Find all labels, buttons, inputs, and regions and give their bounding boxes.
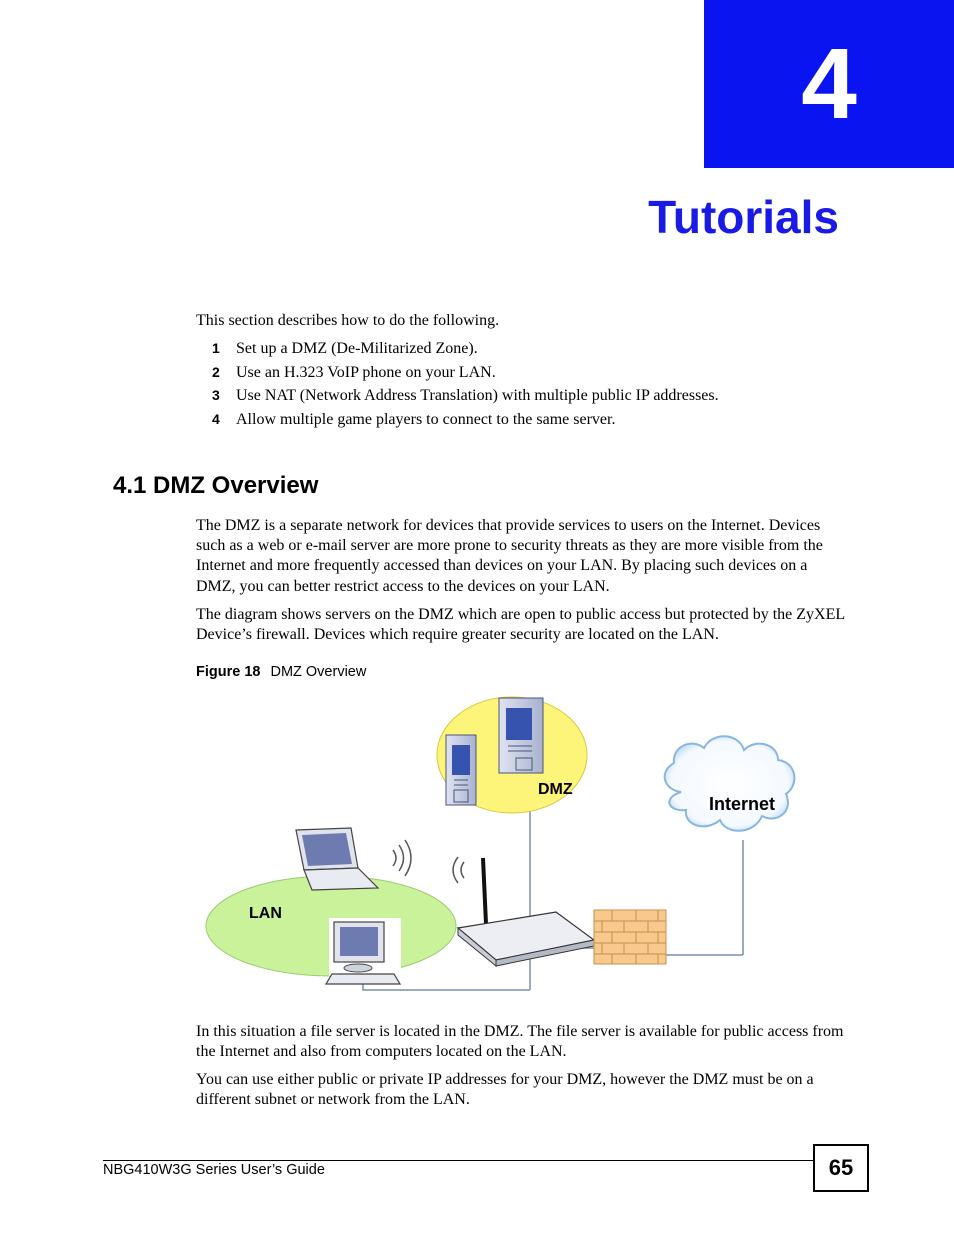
internet-label: Internet xyxy=(708,794,776,814)
server-icon xyxy=(446,735,476,805)
figure-caption xyxy=(196,664,366,680)
paragraph-3: In this situation a file server is located in the DMZ. The file server is available for public access from the Internet and also from computers located on the LAN. xyxy=(196,1023,844,1061)
list-item xyxy=(212,387,832,411)
list-item xyxy=(212,364,832,388)
footer-divider xyxy=(103,1160,814,1161)
step-number: 1 xyxy=(212,340,220,356)
list-item xyxy=(212,411,832,435)
step-text: Use an H.323 VoIP phone on your LAN. xyxy=(236,363,496,381)
page-number: 65 xyxy=(828,1155,854,1180)
lan-label: LAN xyxy=(249,905,282,922)
figure-title: DMZ Overview xyxy=(270,664,367,680)
internet-cloud-icon xyxy=(665,736,795,831)
paragraph-4: You can use either public or private IP addresses for your DMZ, however the DMZ must be on a different subnet or network from the LAN. xyxy=(196,1071,814,1109)
router-icon xyxy=(453,857,594,966)
firewall-icon xyxy=(594,910,666,964)
step-number: 3 xyxy=(212,387,220,404)
dmz-label: DMZ xyxy=(538,781,573,798)
step-text: Set up a DMZ (De-Militarized Zone). xyxy=(236,340,478,357)
server-icon xyxy=(499,698,543,773)
paragraph-2: The diagram shows servers on the DMZ which are open to public access but protected by the ZyXEL Device’s firewall. Devices which require greater security are located on the LAN. xyxy=(196,606,845,644)
paragraph-1: The DMZ is a separate network for devices that provide services to users on the Internet. Devices such as a web or e-mail server are more prone to security threats as they are more visible from the Internet and more frequently accessed than devices on your LAN. By placing such devices on a DMZ, you can better restrict access to the devices on your LAN. xyxy=(196,517,823,595)
laptop-icon xyxy=(296,828,378,890)
chapter-title: Tutorials xyxy=(648,191,839,243)
section-heading: 4.1 DMZ Overview xyxy=(113,472,319,499)
intro-text: This section describes how to do the following. xyxy=(196,312,500,329)
step-text: Allow multiple game players to connect to the same server. xyxy=(236,410,616,428)
list-item xyxy=(212,340,832,364)
figure-label: Figure 18 xyxy=(196,664,261,680)
step-number: 4 xyxy=(212,410,220,427)
step-number: 2 xyxy=(212,363,220,380)
footer-guide-title: NBG410W3G Series User’s Guide xyxy=(103,1162,325,1178)
chapter-number-box xyxy=(704,0,954,168)
dmz-diagram xyxy=(196,690,846,1000)
wireless-waves-icon xyxy=(393,840,411,876)
chapter-number: 4 xyxy=(801,27,857,140)
steps-list xyxy=(212,340,832,434)
page-number-box xyxy=(813,1144,869,1192)
step-text: Use NAT (Network Address Translation) with multiple public IP addresses. xyxy=(236,387,719,405)
desktop-computer-icon xyxy=(326,918,401,984)
